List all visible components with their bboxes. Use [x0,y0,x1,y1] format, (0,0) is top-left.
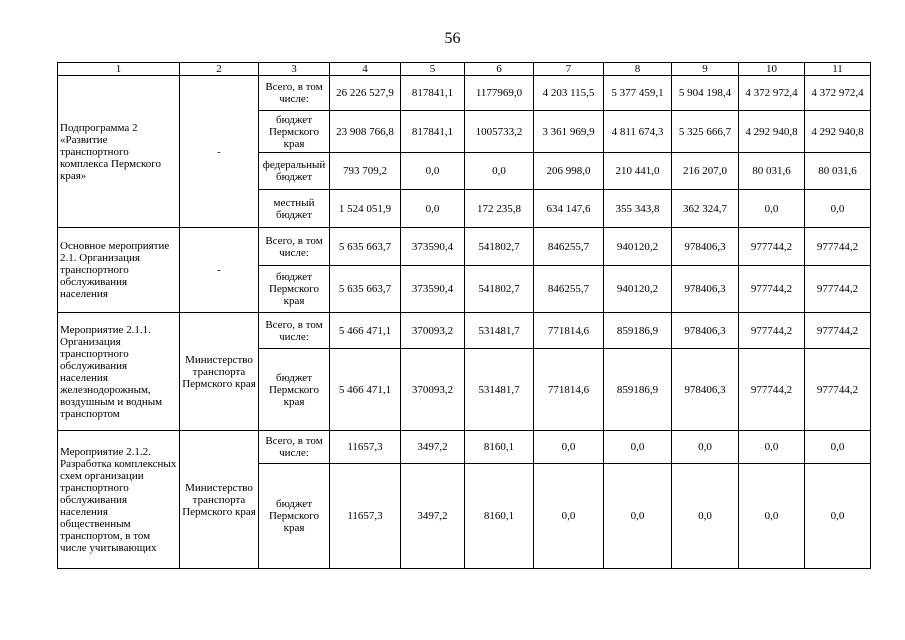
amount-cell: 4 372 972,4 [805,76,871,111]
funding-source: Всего, в том числе: [259,431,330,464]
amount-cell: 0,0 [604,431,672,464]
column-number: 10 [739,63,805,76]
page-number: 56 [444,30,461,47]
amount-cell: 977744,2 [805,349,871,431]
amount-cell: 0,0 [401,190,465,228]
amount-cell: 977744,2 [739,313,805,349]
executor: Министерство транспорта Пермского края [180,431,259,569]
amount-cell: 370093,2 [401,349,465,431]
amount-cell: 978406,3 [672,266,739,313]
executor: Министерство транспорта Пермского края [180,313,259,431]
amount-cell: 4 811 674,3 [604,111,672,153]
amount-cell: 0,0 [401,153,465,190]
amount-cell: 11657,3 [330,431,401,464]
amount-cell: 210 441,0 [604,153,672,190]
amount-cell: 0,0 [534,431,604,464]
amount-cell: 771814,6 [534,313,604,349]
amount-cell: 4 372 972,4 [739,76,805,111]
amount-cell: 846255,7 [534,228,604,266]
funding-source: бюджет Пермского края [259,111,330,153]
funding-source: Всего, в том числе: [259,228,330,266]
table-row [58,76,871,111]
amount-cell: 0,0 [805,190,871,228]
amount-cell: 26 226 527,9 [330,76,401,111]
amount-cell: 0,0 [534,464,604,569]
amount-cell: 859186,9 [604,313,672,349]
amount-cell: 859186,9 [604,349,672,431]
program-name: Подпрограмма 2 «Развитие транспортного комплекса Пермского края» [58,76,180,228]
column-number: 3 [259,63,330,76]
executor: - [180,76,259,228]
amount-cell: 362 324,7 [672,190,739,228]
amount-cell: 5 635 663,7 [330,228,401,266]
amount-cell: 634 147,6 [534,190,604,228]
program-name: Основное мероприятие 2.1. Организация транспортного обслуживания населения [58,228,180,313]
amount-cell: 0,0 [465,153,534,190]
amount-cell: 977744,2 [805,228,871,266]
amount-cell: 0,0 [739,464,805,569]
amount-cell: 80 031,6 [739,153,805,190]
amount-cell: 0,0 [672,464,739,569]
amount-cell: 940120,2 [604,228,672,266]
amount-cell: 0,0 [739,190,805,228]
amount-cell: 4 292 940,8 [805,111,871,153]
funding-source: местный бюджет [259,190,330,228]
amount-cell: 846255,7 [534,266,604,313]
program-name: Мероприятие 2.1.1. Организация транспортного обслуживания населения железнодорожным, воздушным и водным транспортом [58,313,180,431]
column-number: 11 [805,63,871,76]
amount-cell: 8160,1 [465,431,534,464]
amount-cell: 11657,3 [330,464,401,569]
amount-cell: 978406,3 [672,313,739,349]
amount-cell: 5 325 666,7 [672,111,739,153]
amount-cell: 0,0 [672,431,739,464]
funding-source: федеральный бюджет [259,153,330,190]
amount-cell: 4 292 940,8 [739,111,805,153]
amount-cell: 1177969,0 [465,76,534,111]
amount-cell: 3497,2 [401,464,465,569]
amount-cell: 0,0 [805,464,871,569]
amount-cell: 541802,7 [465,228,534,266]
amount-cell: 5 635 663,7 [330,266,401,313]
amount-cell: 940120,2 [604,266,672,313]
column-number: 9 [672,63,739,76]
amount-cell: 1005733,2 [465,111,534,153]
amount-cell: 80 031,6 [805,153,871,190]
amount-cell: 373590,4 [401,228,465,266]
executor: - [180,228,259,313]
amount-cell: 4 203 115,5 [534,76,604,111]
amount-cell: 817841,1 [401,76,465,111]
funding-source: Всего, в том числе: [259,313,330,349]
column-number: 6 [465,63,534,76]
amount-cell: 5 904 198,4 [672,76,739,111]
amount-cell: 978406,3 [672,349,739,431]
amount-cell: 541802,7 [465,266,534,313]
amount-cell: 216 207,0 [672,153,739,190]
amount-cell: 5 377 459,1 [604,76,672,111]
amount-cell: 5 466 471,1 [330,349,401,431]
column-number: 5 [401,63,465,76]
amount-cell: 370093,2 [401,313,465,349]
program-name: Мероприятие 2.1.2. Разработка комплексных схем организации транспортного обслуживания населения общественным транспортом, в том числе учитывающих [58,431,180,569]
amount-cell: 977744,2 [805,266,871,313]
amount-cell: 0,0 [805,431,871,464]
column-number-row [58,63,871,76]
amount-cell: 817841,1 [401,111,465,153]
amount-cell: 771814,6 [534,349,604,431]
funding-source: бюджет Пермского края [259,349,330,431]
amount-cell: 8160,1 [465,464,534,569]
amount-cell: 355 343,8 [604,190,672,228]
amount-cell: 172 235,8 [465,190,534,228]
amount-cell: 3 361 969,9 [534,111,604,153]
amount-cell: 0,0 [739,431,805,464]
table-body [58,76,871,569]
column-number: 4 [330,63,401,76]
amount-cell: 977744,2 [805,313,871,349]
column-number: 2 [180,63,259,76]
column-number: 8 [604,63,672,76]
amount-cell: 977744,2 [739,228,805,266]
amount-cell: 1 524 051,9 [330,190,401,228]
table-row [58,313,871,349]
column-number: 1 [58,63,180,76]
amount-cell: 793 709,2 [330,153,401,190]
amount-cell: 0,0 [604,464,672,569]
table-row [58,228,871,266]
amount-cell: 977744,2 [739,266,805,313]
amount-cell: 3497,2 [401,431,465,464]
amount-cell: 977744,2 [739,349,805,431]
column-number: 7 [534,63,604,76]
funding-source: Всего, в том числе: [259,76,330,111]
amount-cell: 23 908 766,8 [330,111,401,153]
funding-source: бюджет Пермского края [259,266,330,313]
amount-cell: 373590,4 [401,266,465,313]
amount-cell: 531481,7 [465,349,534,431]
amount-cell: 978406,3 [672,228,739,266]
amount-cell: 5 466 471,1 [330,313,401,349]
budget-table [57,62,871,569]
amount-cell: 531481,7 [465,313,534,349]
table-row [58,431,871,464]
amount-cell: 206 998,0 [534,153,604,190]
funding-source: бюджет Пермского края [259,464,330,569]
